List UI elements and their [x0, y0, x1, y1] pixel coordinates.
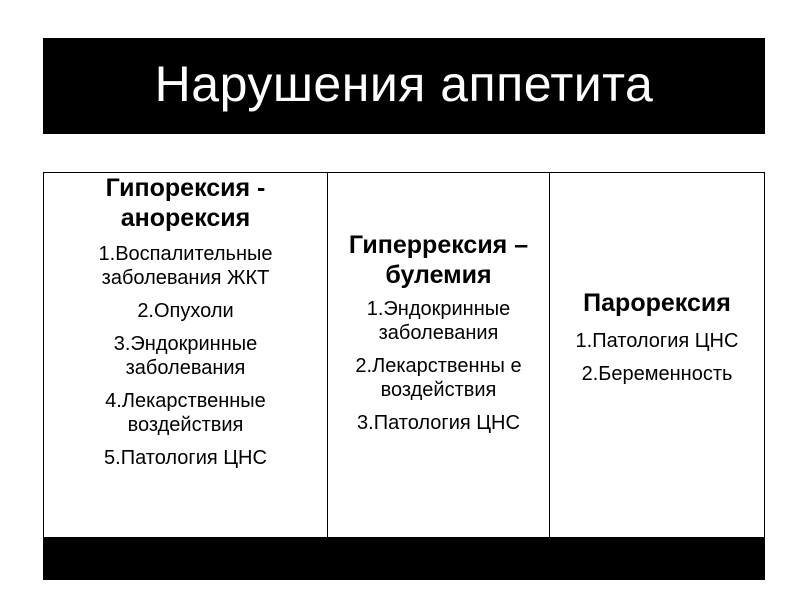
slide-title: Нарушения аппетита	[154, 56, 654, 112]
appetite-disorders-table	[43, 172, 765, 538]
list-item: 5.Патология ЦНС	[104, 447, 267, 469]
list-item: 4.Лекарственные воздействия	[105, 390, 266, 436]
column-hyporexia	[44, 173, 328, 537]
list-item: 1.Эндокринные заболевания	[366, 298, 511, 344]
bottom-bar	[43, 538, 765, 580]
column-header: Гиперрексия – булемия	[348, 231, 529, 289]
list-item: 1.Патология ЦНС	[575, 330, 739, 352]
column-hyperrexia	[328, 173, 550, 537]
list-item: 2.Беременность	[581, 363, 733, 385]
column-header: Гипорексия - анорексия	[105, 174, 266, 232]
list-item: 2.Лекарственны е воздействия	[355, 355, 522, 401]
list-item: 3.Патология ЦНС	[357, 412, 520, 434]
column-header: Парорексия	[583, 289, 731, 317]
title-bar	[43, 38, 765, 134]
list-item: 2.Опухоли	[137, 300, 234, 322]
column-parorexia	[550, 173, 764, 537]
list-item: 3.Эндокринные заболевания	[113, 333, 258, 379]
list-item: 1.Воспалительные заболевания ЖКТ	[98, 243, 273, 289]
